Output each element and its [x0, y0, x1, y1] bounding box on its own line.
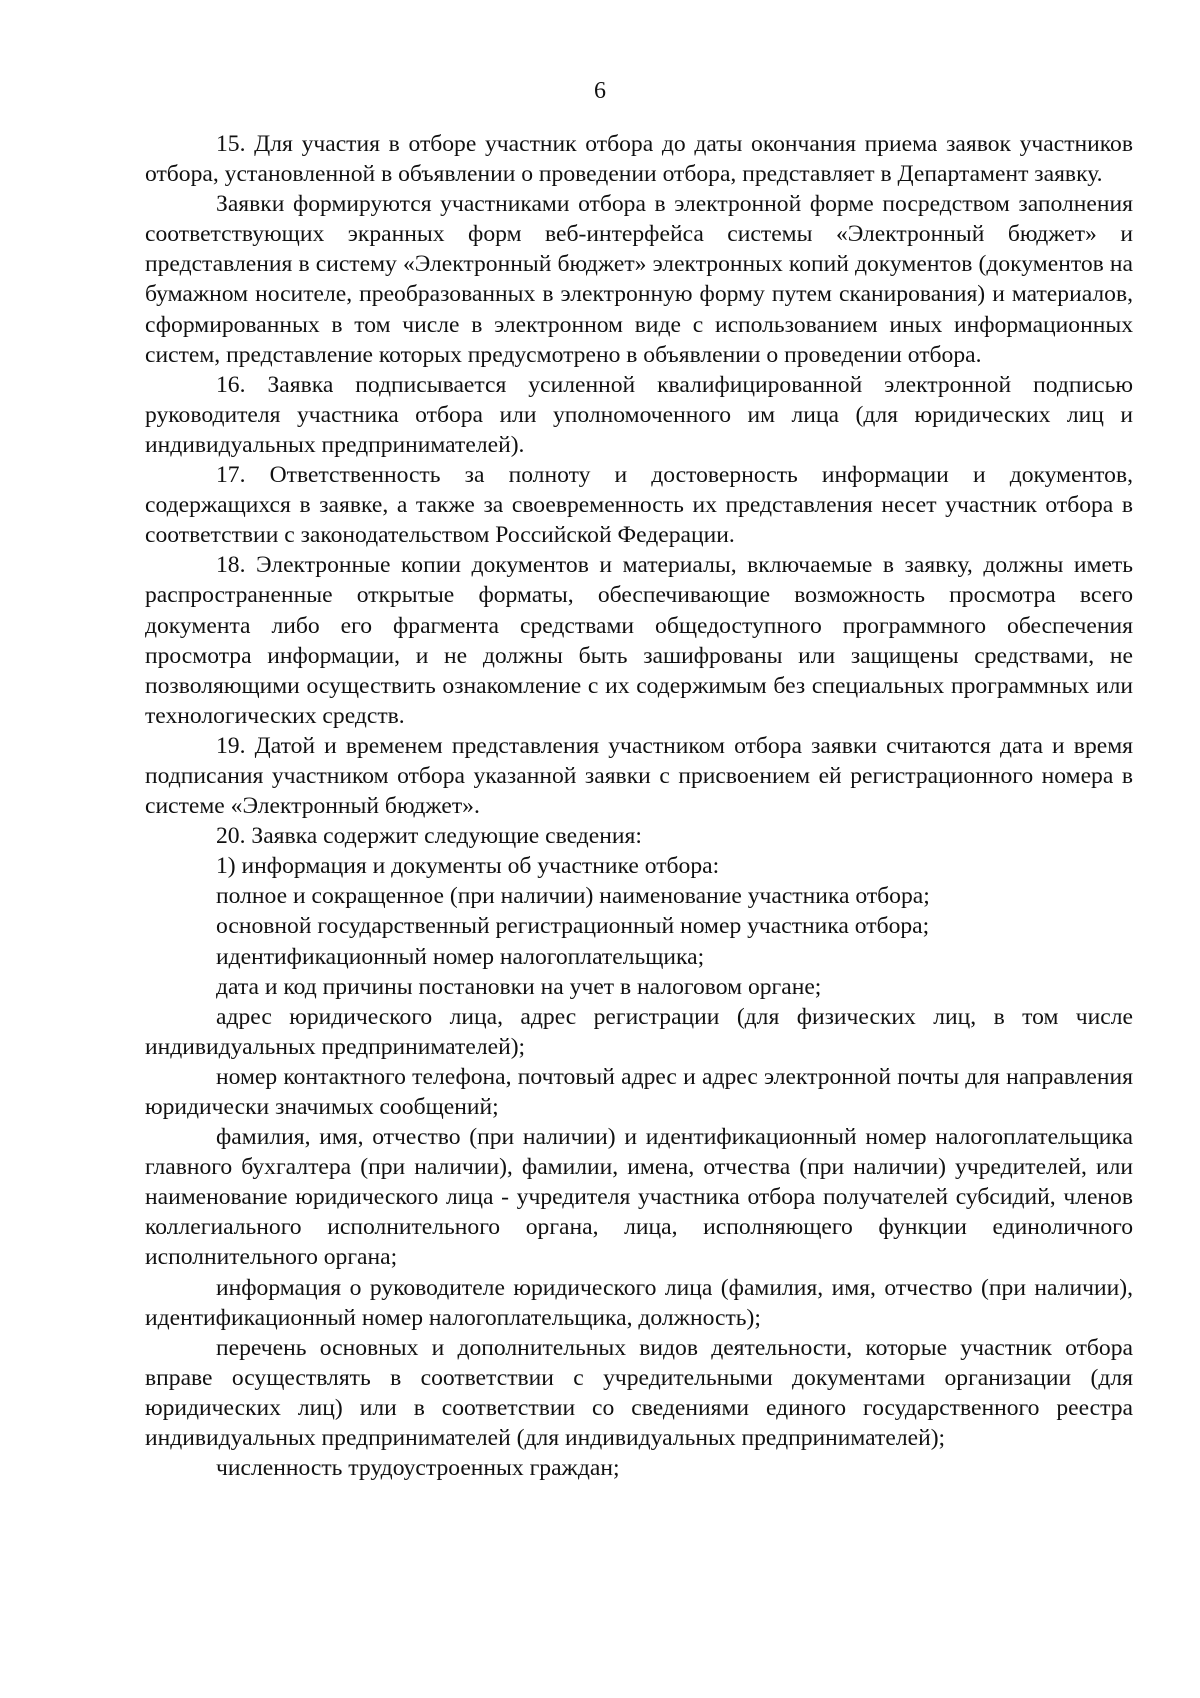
list-item-activities: перечень основных и дополнительных видов деятельности, которые участник отбора вправе осуществлять в соответствии с учредительными документами организации (для юридических лиц) или в соответствии со сведениями единого государственного реестра индивидуальных предпринимателей (для индивидуальных предпринимателей); — [145, 1334, 1133, 1452]
list-item-inn: идентификационный номер налогоплательщика; — [216, 943, 705, 970]
list-item-name: полное и сокращенное (при наличии) наименование участника отбора; — [216, 883, 930, 910]
list-item-ogrn: основной государственный регистрационный номер участника отбора; — [216, 913, 930, 940]
paragraph-20: 20. Заявка содержит следующие сведения: — [216, 823, 642, 850]
paragraph-17: 17. Ответственность за полноту и достоверность информации и документов, содержащихся в заявке, а также за своевременность их представления несет участник отбора в соответствии с законодательством Российской Федерации. — [145, 462, 1133, 549]
paragraph-15: 15. Для участия в отборе участник отбора до даты окончания приема заявок участников отбора, установленной в объявлении о проведении отбора, представляет в Департамент заявку. — [145, 131, 1133, 188]
list-item-contacts: номер контактного телефона, почтовый адрес и адрес электронной почты для направления юридически значимых сообщений; — [145, 1063, 1133, 1120]
list-item-director: информация о руководителе юридического лица (фамилия, имя, отчество (при наличии), идентификационный номер налогоплательщика, должность); — [145, 1274, 1133, 1331]
list-item-1: 1) информация и документы об участнике отбора: — [216, 853, 720, 880]
list-item-employees: численность трудоустроенных граждан; — [216, 1455, 620, 1482]
paragraph-19: 19. Датой и временем представления участником отбора заявки считаются дата и время подписания участником отбора указанной заявки с присвоением ей регистрационного номера в системе «Электронный бюджет». — [145, 732, 1133, 820]
paragraph-16: 16. Заявка подписывается усиленной квалифицированной электронной подписью руководителя участника отбора или уполномоченного им лица (для юридических лиц и индивидуальных предпринимателей). — [145, 371, 1133, 458]
paragraph-18: 18. Электронные копии документов и материалы, включаемые в заявку, должны иметь распространенные открытые форматы, обеспечивающие возможность просмотра всего документа либо его фрагмента средствами общедоступного программного обеспечения просмотра информации, и не должны быть зашифрованы или защищены средствами, не позволяющими осуществить ознакомление с их содержимым без специальных программных или технологических средств. — [145, 552, 1133, 729]
list-item-tax-registration: дата и код причины постановки на учет в налоговом органе; — [216, 973, 822, 1000]
list-item-accountant-founders: фамилия, имя, отчество (при наличии) и идентификационный номер налогоплательщика главного бухгалтера (при наличии), фамилии, имена, отчества (при наличии) учредителей, или наименование юридического лица - учредителя участника отбора получателей субсидий, членов коллегиального исполнительного органа, лица, исполняющего функции единоличного исполнительного органа; — [145, 1124, 1133, 1271]
paragraph-15-applications: Заявки формируются участниками отбора в электронной форме посредством заполнения соответствующих экранных форм веб-интерфейса системы «Электронный бюджет» и представления в систему «Электронный бюджет» электронных копий документов (документов на бумажном носителе, преобразованных в электронную форму путем сканирования) и материалов, сформированных в том числе в электронном виде с использованием иных информационных систем, представление которых предусмотрено в объявлении о проведении отбора. — [145, 191, 1133, 368]
document-body — [145, 129, 1133, 1483]
page-number: 6 — [594, 78, 606, 104]
list-item-address: адрес юридического лица, адрес регистрации (для физических лиц, в том числе индивидуальных предпринимателей); — [145, 1003, 1133, 1060]
